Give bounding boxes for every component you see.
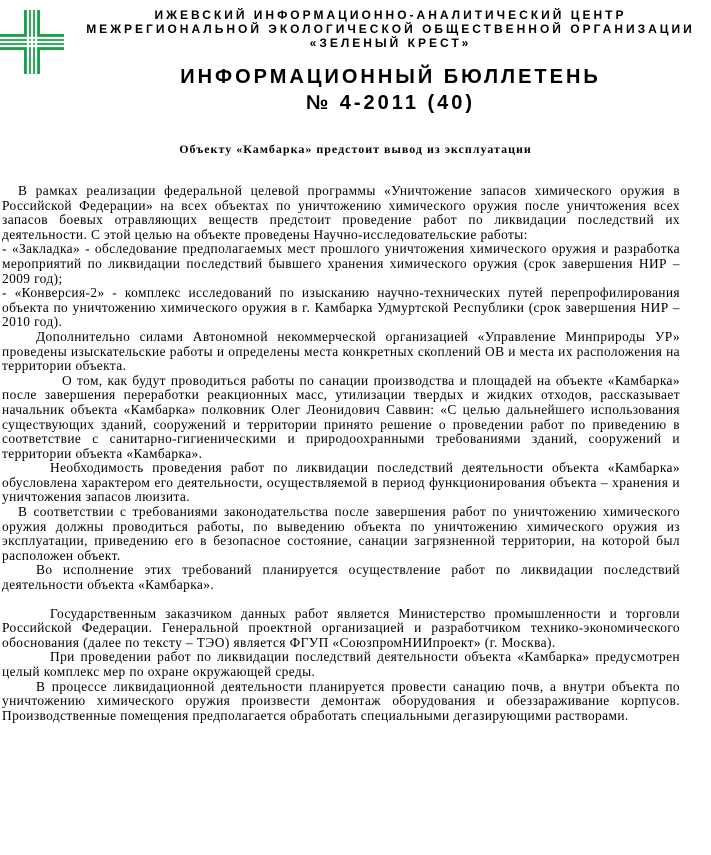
org-line-2: МЕЖРЕГИОНАЛЬНОЙ ЭКОЛОГИЧЕСКОЙ ОБЩЕСТВЕННОЙ ОРГАНИЗАЦИИ bbox=[86, 22, 695, 36]
org-line-1: ИЖЕВСКИЙ ИНФОРМАЦИОННО-АНАЛИТИЧЕСКИЙ ЦЕНТР bbox=[154, 8, 627, 22]
article-body bbox=[2, 184, 680, 723]
article-paragraph-8: Во исполнение этих требований планируется осуществление работ по ликвидации последствий деятельности объекта «Камбарка». bbox=[2, 562, 680, 593]
article-paragraph-6: Необходимость проведения работ по ликвидации последствий деятельности объекта «Камбарка» обусловлена характером его деятельности, осуществляемой в период функционирования объекта – хранения и уничтожения запасов люизита. bbox=[2, 460, 680, 505]
green-cross-logo bbox=[0, 10, 64, 74]
bulletin-heading bbox=[70, 64, 711, 116]
article-paragraph-11: В процессе ликвидационной деятельности планируется провести санацию почв, а внутри объекта по уничтожению химического оружия произвести демонтаж оборудования и обеззараживание корпусов. Производственные помещения предполагается обработать специальными дегазирующими растворами. bbox=[2, 678, 680, 723]
article-paragraph-10: При проведении работ по ликвидации последствий деятельности объекта «Камбарка» предусмотрен целый комплекс мер по охране окружающей среды. bbox=[2, 649, 680, 679]
article-paragraph-3: - «Конверсия-2» - комплекс исследований по изысканию научно-технических путей перепрофилирования объекта по уничтожению химического оружия в г. Камбарка Удмуртской Республики (срок завершения НИР – 2010 год). bbox=[2, 285, 680, 330]
article-paragraph-5: О том, как будут проводиться работы по санации производства и площадей на объекте «Камбарка» после завершения переработки реакционных масс, утилизации твердых и жидких отходов, рассказывает начальник объекта «Камбарка» полковник Олег Леонидович Саввин: «С целью дальнейшего использования существующих зданий, сооружений и территории принято решение о проведении работ по приведению в соответствие с санитарно-гигиеническими и природоохранными требованиями зданий, сооружений и территории объекта «Камбарка». bbox=[2, 372, 680, 461]
article-paragraph-9: Государственным заказчиком данных работ является Министерство промышленности и торговли Российской Федерации. Генеральной проектной организацией и разработчиком технико-экономического обоснования (далее по тексту – ТЭО) является ФГУП «СоюзпромНИИпроект» (г. Москва). bbox=[2, 605, 680, 650]
bulletin-number: № 4-2011 (40) bbox=[305, 92, 476, 114]
article-paragraph-4: Дополнительно силами Автономной некоммерческой организацией «Управление Минприроды УР» проведены изыскательские работы и определены места конкретных скоплений ОВ и места их расположения на территории объекта. bbox=[2, 328, 680, 374]
org-line-3: «ЗЕЛЕНЫЙ КРЕСТ» bbox=[309, 36, 472, 50]
bulletin-title: ИНФОРМАЦИОННЫЙ БЮЛЛЕТЕНЬ bbox=[180, 66, 601, 88]
article-paragraph-1: В рамках реализации федеральной целевой программы «Уничтожение запасов химического оружия в Российской Федерации» на всех объектах по уничтожению химического оружия после уничтожения всех запасов боевых отравляющих веществ предстоит проведение работ по ликвидации последствий их деятельности. С этой целью на объекте проведены Научно-исследовательские работы: bbox=[2, 183, 680, 242]
article-paragraph-7: В соответствии с требованиями законодательства после завершения работ по уничтожению химического оружия должны проводиться работы, по выведению объекта по уничтожению химического оружия из эксплуатации, приведению его в безопасное состояние, санации загрязненной территории, на которой был расположен объект. bbox=[2, 504, 680, 563]
organization-header bbox=[70, 8, 711, 50]
article-title: Объекту «Камбарка» предстоит вывод из эксплуатации bbox=[179, 142, 532, 156]
article-paragraph-2: - «Закладка» - обследование предполагаемых мест прошлого уничтожения химического оружия и разработка мероприятий по ликвидации последствий бывшего хранения химического оружия (срок завершения НИР – 2009 год); bbox=[2, 241, 680, 286]
